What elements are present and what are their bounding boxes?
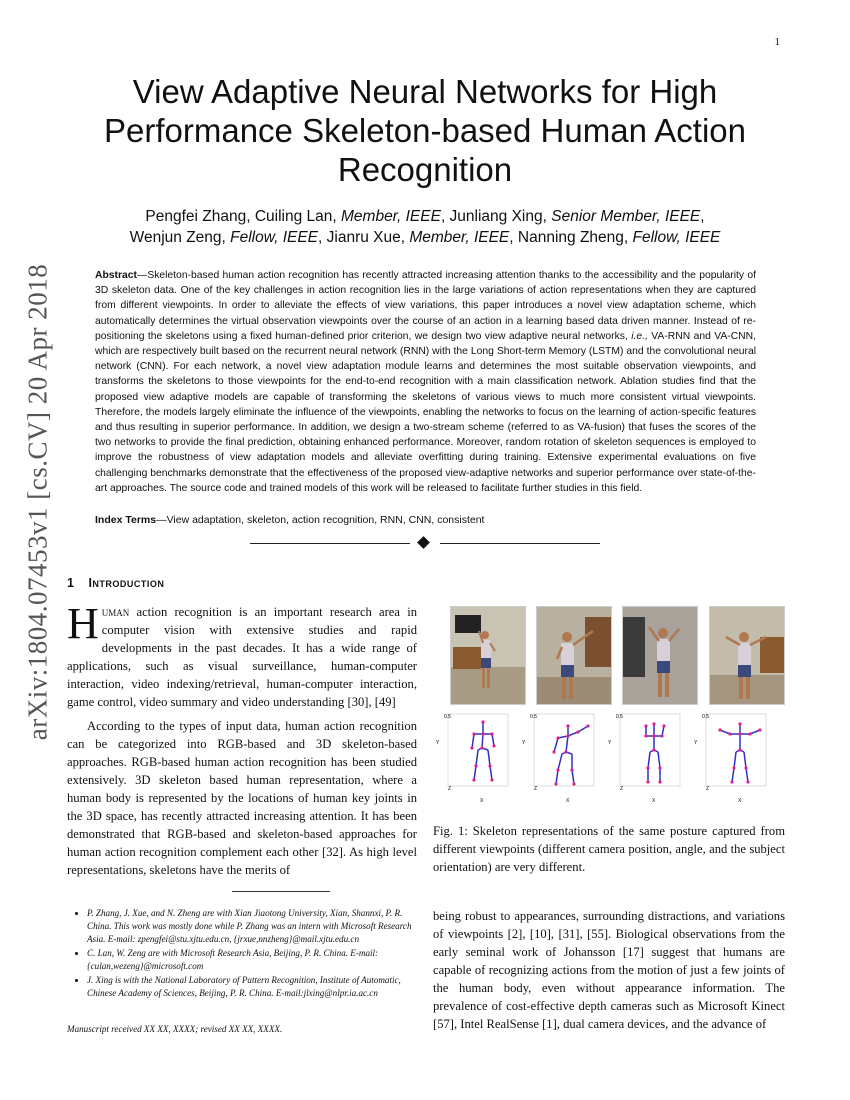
footnote-rule [232,891,330,892]
photo-view-2 [536,606,612,705]
svg-text:0.5: 0.5 [702,714,709,720]
index-terms-label: Index Terms [95,514,157,526]
abstract: Abstract—Skeleton-based human action recognition has recently attracted increasing attention thanks to the accessibility and the popularity of 3D skeleton data. One of the key challenges in action recognition lies in the large variations of action representations when they are captured from different viewpoints. In order to alleviate the effects of view variations, this paper introduces a novel view adaptation scheme, which automatically determines the virtual observation viewpoints over the course of an action in a learning based data driven manner. Instead of re-positioning the skeletons using a fixed human-defined prior criterion, we design two view adaptive neural networks, i.e., VA-RNN and VA-CNN, which are respectively built based on the recurrent neural network (RNN) with the Long Short-term Memory (LSTM) and the convolutional neural network (CNN). For each network, a novel view adaptation module learns and determines the most suitable observation viewpoints, and transforms the skeletons to those viewpoints for the end-to-end recognition with a main classification network. Ablation studies find that the proposed view adaptive models are capable of transforming the skeletons of various views to much more consistent virtual viewpoints. Therefore, the models largely eliminate the influence of the viewpoints, enabling the networks to focus on the learning of action-specific features and thus resulting in superior performance. In addition, we design a two-stream scheme (referred to as VA-fusion) that fuses the scores of the two networks to provide the final prediction, obtaining enhanced performance. Moreover, random rotation of skeleton sequences is employed to improve the robustness of view adaptation models and alleviate overfitting during training. Extensive experimental evaluations on five challenging benchmarks demonstrate that the effectiveness of the proposed view-adaptive networks and superior performance over state-of-the-art approaches. The source code and trained models of this work will be released to facilitate further studies in this field. [95,270,757,494]
svg-text:X: X [652,798,656,804]
svg-text:Y: Y [694,740,698,746]
svg-text:X: X [480,798,484,804]
svg-text:Z: Z [620,786,624,792]
photo-view-1 [450,606,526,705]
manuscript-note: Manuscript received XX XX, XXXX; revised XX XX, XXXX. [67,1024,283,1034]
drop-cap: H [67,599,99,648]
svg-text:Z: Z [706,786,710,792]
skeleton-plot-4 [694,712,772,804]
svg-text:Z: Z [534,786,538,792]
photo-view-3 [622,606,698,705]
footnote-item: • C. Lan, W. Zeng are with Microsoft Research Asia, Beijing, P. R. China. E-mail: {culan,wezeng}@microsoft.com [87,947,417,973]
footnotes [67,907,417,1001]
section-heading: 1 Introduction [67,576,165,590]
svg-text:Y: Y [522,740,526,746]
figure-caption: Fig. 1: Skeleton representations of the same posture captured from different viewpoints (different camera position, angle, and the subject orientation) are very different. [433,824,785,874]
index-terms: Index Terms—View adaptation, skeleton, action recognition, RNN, CNN, consistent [95,514,485,526]
skeleton-plot-1 [436,712,514,804]
author-list [95,206,755,248]
svg-text:0.5: 0.5 [616,714,623,720]
svg-text:Z: Z [448,786,452,792]
intro-paragraph-2: According to the types of input data, human action recognition can be categorized into RGB-based and 3D skeleton-based approaches. RGB-based human action recognition has been studied extensively. 3D skeleton based human representation, where a human body is represented by the locations of human key joints in the 3D space, has recently attracted increasing attention. It has been demonstrated that RGB-based and skeleton-based approaches for human action recognition complement each other [32]. As high level representations, skeletons have the merits of [67,719,417,877]
footnote-item: • P. Zhang, J. Xue, and N. Zheng are with Xian Jiaotong University, Xian, Shannxi, P. R. China. This work was mostly done while P. Zhang was an intern with Microsoft Research Asia. E-mail: zpengfei@stu.xjtu.edu.cn, {jrxue,nnzheng}@mail.xjtu.edu.cn [87,907,417,946]
svg-text:Y: Y [436,740,440,746]
arxiv-stamp: arXiv:1804.07453v1 [cs.CV] 20 Apr 2018 [22,263,53,741]
svg-text:X: X [566,798,570,804]
photo-view-4 [709,606,785,705]
abstract-label: Abstract [95,270,137,281]
page-number: 1 [774,36,780,48]
paper-title: View Adaptive Neural Networks for High Performance Skeleton-based Human Action Recognition [103,73,747,188]
svg-text:Y: Y [608,740,612,746]
intro-paragraph-1: Human action recognition is an important research area in computer vision with extensive studies and rapid developments in the past decades. It has a wide range of applications, such as visual surveillance, human-computer interaction, video indexing/retrieval, human-computer interaction, game control, video summary and video understanding [30], [49] [67,599,417,709]
section-divider [250,537,600,551]
svg-text:X: X [738,798,742,804]
author-line-1: Pengfei Zhang, Cuiling Lan, Member, IEEE, Junliang Xing, Senior Member, IEEE, [145,208,705,225]
author-line-2: Wenjun Zeng, Fellow, IEEE, Jianru Xue, Member, IEEE, Nanning Zheng, Fellow, IEEE [129,229,721,246]
svg-text:0.5: 0.5 [444,714,451,720]
skeleton-plot-3 [608,712,686,804]
skeleton-plot-2 [522,712,600,804]
diamond-icon [417,536,430,549]
svg-text:0.5: 0.5 [530,714,537,720]
right-column-text: being robust to appearances, surrounding distractions, and variations of viewpoints [2], [10], [31], [55]. Biological observations from the early seminal work of Johansson [17] suggest that humans are capable of recognizing actions from the motion of just a few joints of the human body, even without appearance information. The prevalence of cost-effective depth cameras such as Microsoft Kinect [57], Intel RealSense [1], dual camera devices, and the advance of [433,909,785,1031]
footnote-item: • J. Xing is with the National Laboratory of Pattern Recognition, Institute of Automatic, Chinese Academy of Sciences, Beijing, P. R. China. E-mail:jlxing@nlpr.ia.ac.cn [87,974,417,1000]
